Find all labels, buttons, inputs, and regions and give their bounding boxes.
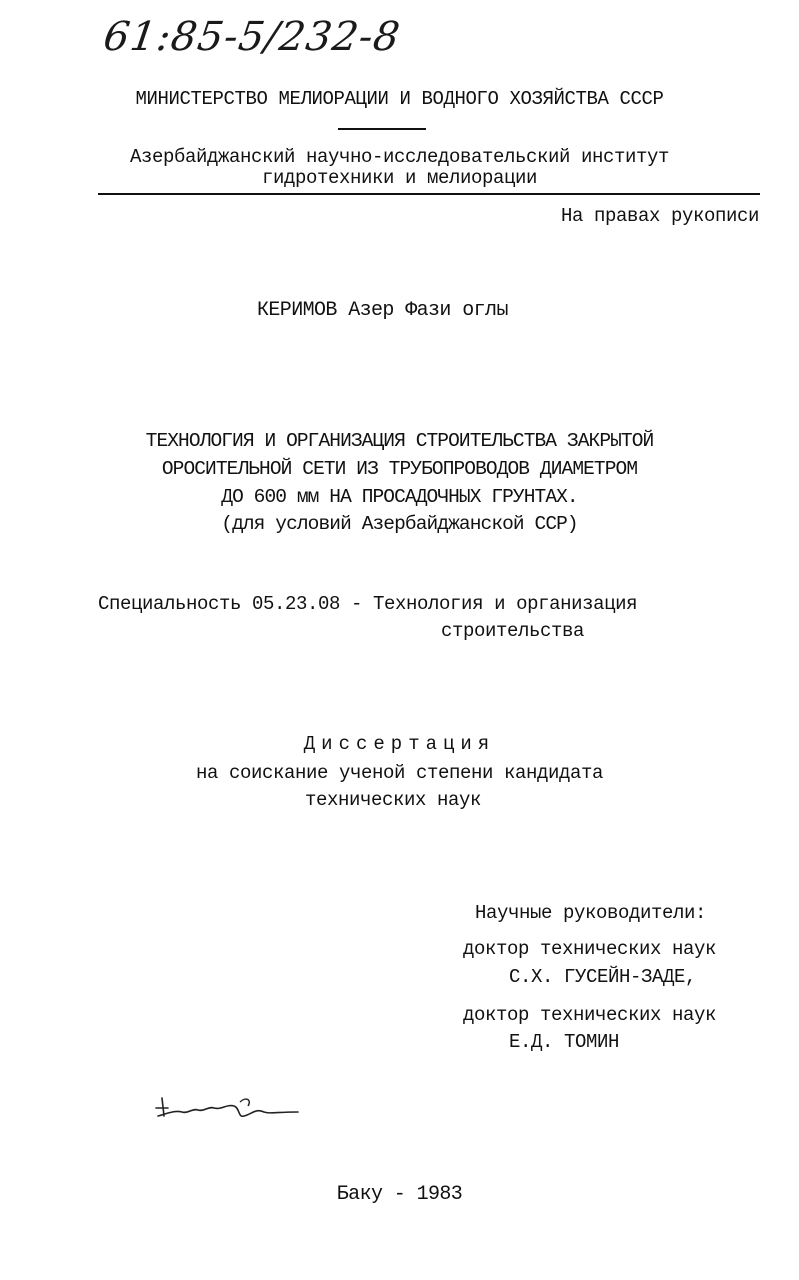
dissertation-degree: на соискание ученой степени кандидата — [195, 762, 604, 784]
specialty-line-1: Специальность 05.23.08 - Технология и организация — [98, 593, 638, 615]
footer-place-year: Баку - 1983 — [336, 1183, 463, 1206]
handwritten-catalog-code: 61:85-5/232-8 — [100, 14, 404, 60]
institute-line-1: Азербайджанский научно-исследовательский институт — [129, 146, 670, 168]
title-line-4: (для условий Азербайджанской ССР) — [221, 513, 578, 535]
short-divider — [338, 128, 426, 130]
manuscript-note: На правах рукописи — [560, 205, 759, 227]
specialty-line-2: строительства — [441, 620, 585, 642]
title-line-1: ТЕХНОЛОГИЯ И ОРГАНИЗАЦИЯ СТРОИТЕЛЬСТВА ЗАКРЫТОЙ — [145, 430, 654, 452]
author-name: КЕРИМОВ Азер Фази оглы — [257, 299, 508, 322]
advisor-1-name: С.Х. ГУСЕЙН-ЗАДЕ, — [509, 966, 697, 988]
header-rule — [98, 193, 760, 195]
title-line-2: ОРОСИТЕЛЬНОЙ СЕТИ ИЗ ТРУБОПРОВОДОВ ДИАМЕТРОМ — [161, 458, 638, 480]
title-line-3: ДО 600 мм НА ПРОСАДОЧНЫХ ГРУНТАХ. — [221, 486, 578, 508]
advisor-2-degree: доктор технических наук — [463, 1004, 717, 1026]
advisors-heading: Научные руководители: — [475, 902, 707, 924]
dissertation-field: технических наук — [305, 789, 482, 811]
institute-line-2: гидротехники и мелиорации — [261, 167, 538, 189]
signature-image — [152, 1090, 302, 1126]
advisor-1-degree: доктор технических наук — [463, 938, 717, 960]
ministry-heading: МИНИСТЕРСТВО МЕЛИОРАЦИИ И ВОДНОГО ХОЗЯЙСТВА СССР — [135, 88, 664, 110]
dissertation-heading: Диссертация — [303, 733, 496, 755]
advisor-2-name: Е.Д. ТОМИН — [509, 1031, 620, 1053]
